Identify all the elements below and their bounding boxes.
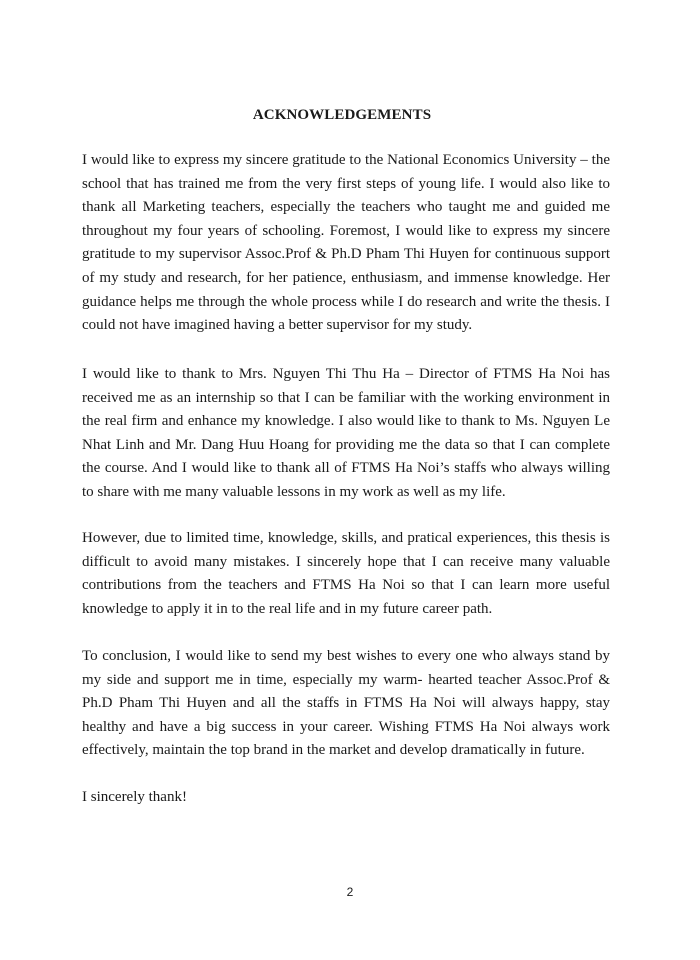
paragraph-closing: I sincerely thank! <box>82 789 187 805</box>
page-title: ACKNOWLEDGEMENTS <box>252 107 432 123</box>
paragraph-gratitude-university: I would like to express my sincere gratitude to the National Economics University – the school that has trained me from the very first steps of young life. I would also like to thank all Marketing teachers, especially the teachers who taught me and guided me throughout my four years of schooling. Foremost, I would like to express my sincere gratitude to my supervisor Assoc.Prof & Ph.D Pham Thi Huyen for continuous support of my study and research, for her patience, enthusiasm, and immense knowledge. Her guidance helps me through the whole process while I do research and write the thesis. I could not have imagined having a better supervisor for my study. <box>82 152 610 334</box>
paragraph-thanks-ftms: I would like to thank to Mrs. Nguyen Thi Thu Ha – Director of FTMS Ha Noi has received me as an internship so that I can be familiar with the working environment in the real firm and enhance my knowledge. I also would like to thank to Ms. Nguyen Le Nhat Linh and Mr. Dang Huu Hoang for providing me the data so that I can complete the course. And I would like to thank all of FTMS Ha Noi’s staffs who always willing to share with me many valuable lessons in my work as well as my life. <box>82 366 610 500</box>
paragraph-conclusion: To conclusion, I would like to send my best wishes to every one who always stand by my side and support me in time, especially my warm- hearted teacher Assoc.Prof & Ph.D Pham Thi Huyen and all the staffs in FTMS Ha Noi will always happy, stay healthy and have a big success in your career. Wishing FTMS Ha Noi always work effectively, maintain the top brand in the market and develop dramatically in future. <box>82 648 610 759</box>
page-number: 2 <box>346 885 354 899</box>
paragraph-limitations: However, due to limited time, knowledge, skills, and pratical experiences, this thesis is difficult to avoid many mistakes. I sincerely hope that I can receive many valuable contributions from the teachers and FTMS Ha Noi so that I can learn more useful knowledge to apply it in to the real life and in my future career path. <box>82 530 610 617</box>
